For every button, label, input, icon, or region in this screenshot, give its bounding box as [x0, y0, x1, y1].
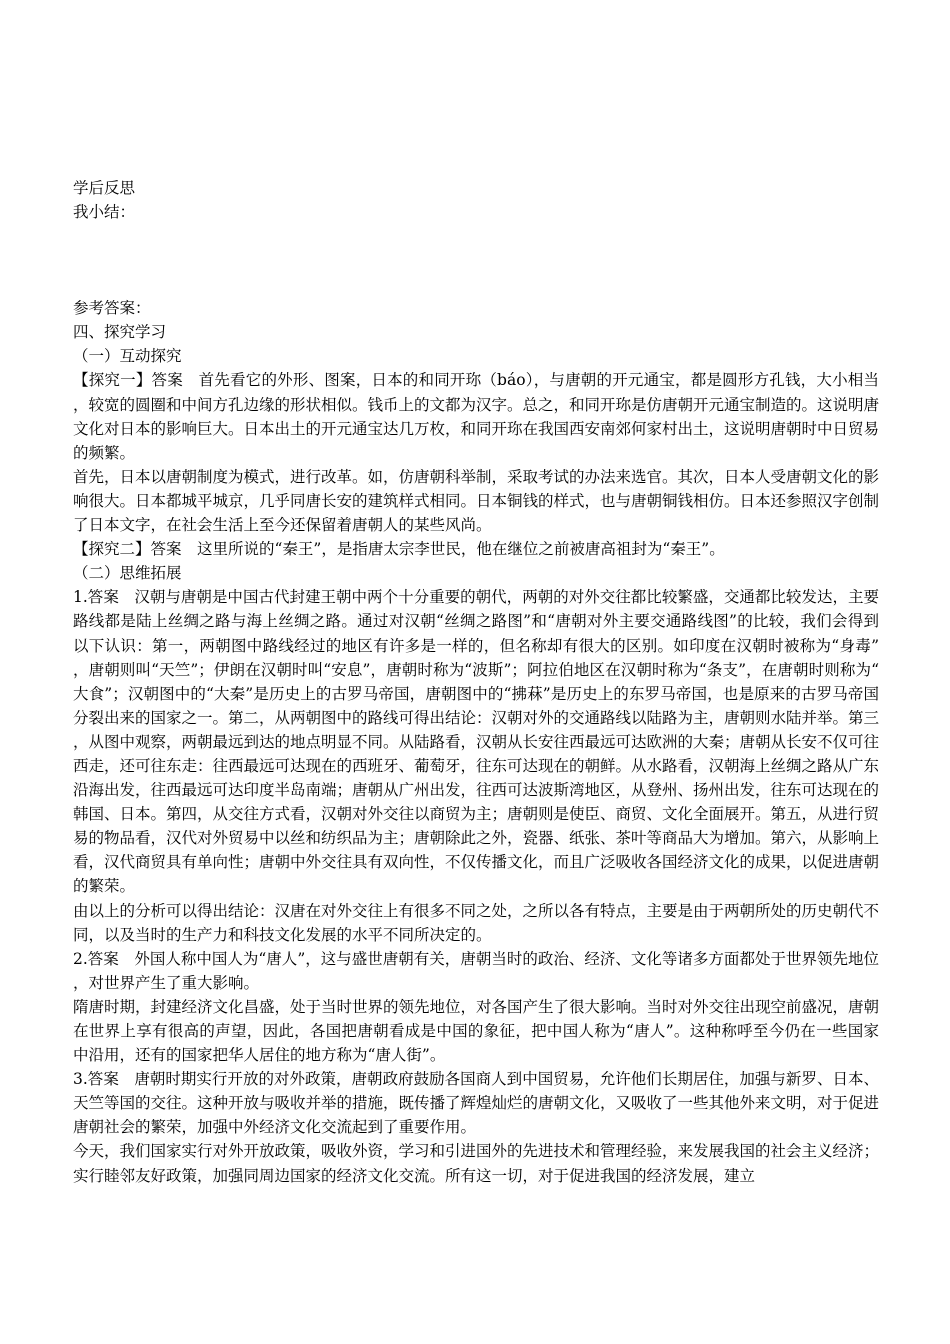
summary-label: 我小结： [73, 203, 136, 222]
explore-two-answer: 【探究二】答案 这里所说的“秦王”，是指唐太宗李世民，他在继位之前被唐高祖封为“秦王”。 [73, 540, 725, 559]
question-two-continuation: 隋唐时期，封建经济文化昌盛，处于当时世界的领先地位，对各国产生了很大影响。当时对外交往出现空前盛况，唐朝在世界上享有很高的声望，因此，各国把唐朝看成是中国的象征，把中国人称为“唐人”。这种称呼至今仍在一些国家中沿用，还有的国家把华人居住的地方称为“唐人街”。 [73, 997, 880, 1065]
subsection-interactive: （一）互动探究 [73, 347, 182, 366]
answers-title: 参考答案： [73, 299, 151, 318]
explore-one-continuation: 首先，日本以唐朝制度为模式，进行改革。如，仿唐朝科举制，采取考试的办法来选官。其次，日本人受唐朝文化的影响很大。日本都城平城京，几乎同唐长安的建筑样式相同。日本铜钱的样式，也与唐朝铜钱相仿。日本还参照汉字创制了日本文字，在社会生活上至今还保留着唐朝人的某些风尚。 [73, 467, 880, 535]
document-page [73, 176, 879, 1188]
question-three-answer: 3.答案 唐朝时期实行开放的对外政策，唐朝政府鼓励各国商人到中国贸易，允许他们长期居住，加强与新罗、日本、天竺等国的交往。这种开放与吸收并举的措施，既传播了辉煌灿烂的唐朝文化，又吸收了一些其他外来文明，对于促进唐朝社会的繁荣，加强中外经济文化交流起到了重要作用。 [73, 1070, 880, 1137]
section-heading-explore: 四、探究学习 [73, 323, 167, 342]
question-one-answer: 1.答案 汉朝与唐朝是中国古代封建王朝中两个十分重要的朝代，两朝的对外交往都比较繁盛，交通都比较发达，主要路线都是陆上丝绸之路与海上丝绸之路。通过对汉朝“丝绸之路图”和“唐朝对外主要交通路线图”的比较，我们会得到以下认识：第一，两朝图中路线经过的地区有许多是一样的，但名称却有很大的区别。如印度在汉朝时被称为“身毒”，唐朝则叫“天竺”；伊朗在汉朝时叫“安息”，唐朝时称为“波斯”；阿拉伯地区在汉朝时称为“条支”，在唐朝时则称为“大食”；汉朝图中的“大秦”是历史上的古罗马帝国，唐朝图中的“拂菻”是历史上的东罗马帝国，也是原来的古罗马帝国分裂出来的国家之一。第二，从两朝图中的路线可得出结论：汉朝对外的交通路线以陆路为主，唐朝则水陆并举。第三，从图中观察，两朝最远到达的地点明显不同。从陆路看，汉朝从长安往西最远可达欧洲的大秦；唐朝从长安不仅可往西走，还可往东走：往西最远可达现在的西班牙、葡萄牙，往东可达现在的朝鲜。从水路看，汉朝海上丝绸之路从广东沿海出发，往西最远可达印度半岛南端；唐朝从广州出发，往西可达波斯湾地区，从登州、扬州出发，往东可达现在的韩国、日本。第四，从交往方式看，汉朝对外交往以商贸为主；唐朝则是使臣、商贸、文化全面展开。第五，从进行贸易的物品看，汉代对外贸易中以丝和纺织品为主；唐朝除此之外，瓷器、纸张、茶叶等商品大为增加。第六，从影响上看，汉代商贸具有单向性；唐朝中外交往具有双向性，不仅传播文化，而且广泛吸收各国经济文化的成果，以促进唐朝的繁荣。 [73, 588, 880, 896]
explore-one-answer: 【探究一】答案 首先看它的外形、图案，日本的和同开珎（báo），与唐朝的开元通宝，都是圆形方孔钱，大小相当，较宽的圆圈和中间方孔边缘的形状相似。钱币上的文都为汉字。总之，和同开珎是仿唐朝开元通宝制造的。这说明唐文化对日本的影响巨大。日本出土的开元通宝达几万枚，和同开珎在我国西安南郊何家村出土，这说明唐朝时中日贸易的频繁。 [73, 371, 880, 462]
subsection-thinking: （二）思维拓展 [73, 564, 182, 583]
question-one-conclusion: 由以上的分析可以得出结论：汉唐在对外交往上有很多不同之处，之所以各有特点，主要是由于两朝所处的历史朝代不同，以及当时的生产力和科技文化发展的水平不同所决定的。 [73, 901, 880, 944]
blank-space [73, 272, 879, 296]
reflection-title: 学后反思 [73, 179, 136, 197]
question-two-answer: 2.答案 外国人称中国人为“唐人”，这与盛世唐朝有关，唐朝当时的政治、经济、文化等诸多方面都处于世界领先地位，对世界产生了重大影响。 [73, 949, 879, 992]
blank-space [73, 224, 879, 272]
question-three-continuation: 今天，我们国家实行对外开放政策，吸收外资，学习和引进国外的先进技术和管理经验，来发展我国的社会主义经济；实行睦邻友好政策，加强同周边国家的经济文化交流。所有这一切，对于促进我国的经济发展，建立 [73, 1142, 880, 1185]
